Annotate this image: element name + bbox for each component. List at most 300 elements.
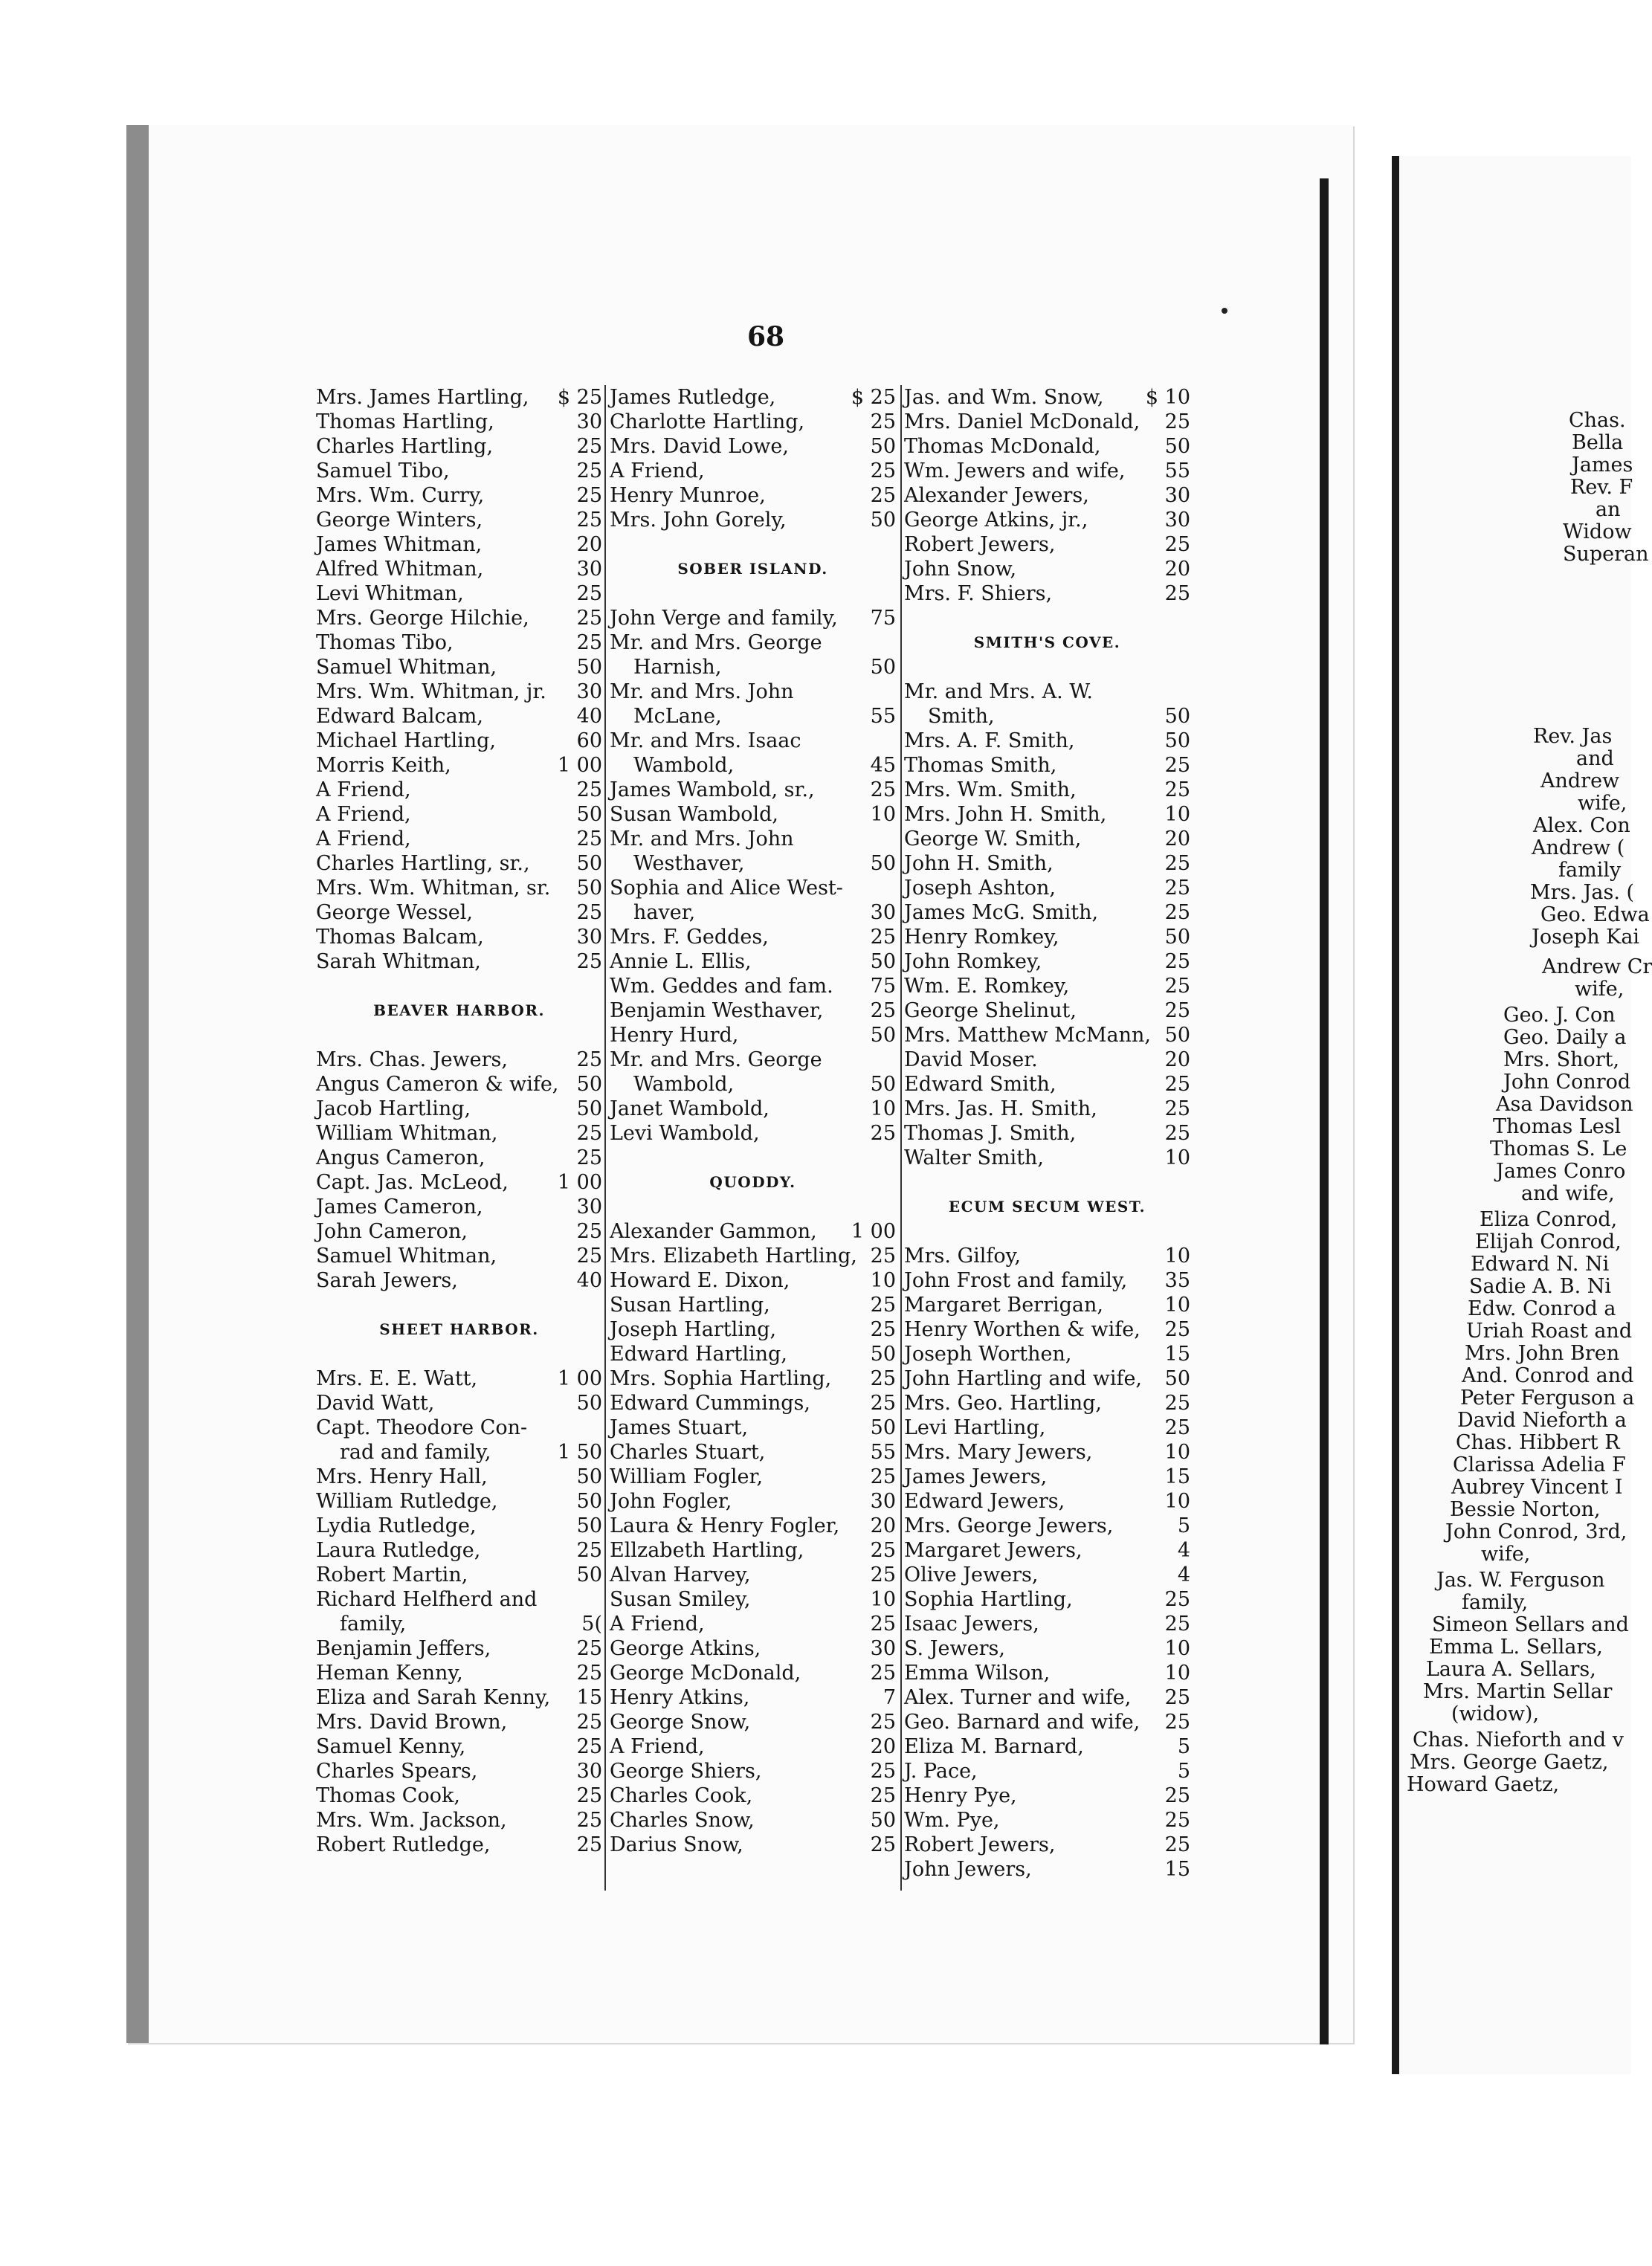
subscriber-name: John Snow, [904, 558, 1017, 581]
subscriber-entry [316, 1612, 602, 1636]
subscriber-name: John Hartling and wife, [904, 1367, 1143, 1390]
subscriber-name: Benjamin Jeffers, [316, 1637, 491, 1660]
subscriber-name: J. Pace, [904, 1760, 978, 1783]
subscriber-entry [904, 1440, 1190, 1465]
subscriber-entry [316, 1268, 602, 1293]
subscriber-entry [904, 483, 1190, 508]
donation-amount: 50 [870, 1809, 896, 1832]
subscriber-entry [904, 1710, 1190, 1734]
subscriber-name: Mrs. Sophia Hartling, [610, 1367, 832, 1390]
subscriber-entry [316, 680, 602, 704]
donation-amount: 55 [870, 705, 896, 728]
subscriber-entry [904, 1661, 1190, 1685]
donation-amount: 50 [870, 435, 896, 458]
subscriber-name: John Jewers, [904, 1858, 1032, 1881]
section-heading: SHEET HARBOR. [379, 1320, 539, 1338]
right-page-text: Joseph Kai [1532, 926, 1640, 949]
subscriber-name: Samuel Tibo, [316, 459, 450, 482]
subscriber-entry [610, 1440, 896, 1465]
subscriber-entry [610, 459, 896, 483]
subscriber-name: Mrs. Wm. Whitman, jr. [316, 680, 546, 703]
subscriber-name: Jacob Hartling, [316, 1097, 471, 1120]
subscriber-entry [904, 1023, 1190, 1048]
subscriber-name: Mrs. Wm. Jackson, [316, 1809, 507, 1832]
right-page-text: Peter Ferguson a [1460, 1387, 1635, 1410]
subscriber-name: Ellzabeth Hartling, [610, 1539, 804, 1562]
donation-amount: 25 [1164, 1686, 1190, 1709]
donation-amount: 15 [576, 1686, 602, 1709]
donation-amount: 25 [576, 435, 602, 458]
subscriber-entry [904, 729, 1190, 753]
subscriber-name: Darius Snow, [610, 1833, 743, 1856]
subscriber-entry [610, 1465, 896, 1489]
subscriber-entry [316, 778, 602, 802]
donation-amount: 25 [576, 1833, 602, 1856]
donation-amount: 50 [576, 803, 602, 826]
subscriber-name: James Jewers, [904, 1465, 1048, 1488]
subscriber-entry [904, 434, 1190, 459]
subscriber-name: Walter Smith, [904, 1146, 1045, 1169]
subscriber-entry [904, 1538, 1190, 1563]
donation-amount: 25 [1164, 950, 1190, 973]
donation-amount: 1 00 [557, 1171, 602, 1194]
subscriber-name: Charles Cook, [610, 1784, 753, 1807]
donation-amount: 40 [576, 1269, 602, 1292]
subscriber-name: Alfred Whitman, [316, 558, 484, 581]
subscriber-name: Mrs. Geo. Hartling, [904, 1392, 1102, 1415]
subscriber-name: A Friend, [316, 827, 411, 850]
subscriber-name: George Snow, [610, 1711, 751, 1734]
subscriber-entry [904, 1636, 1190, 1661]
right-page-text: Chas. Hibbert R [1456, 1431, 1620, 1454]
subscriber-entry [610, 1514, 896, 1538]
donation-amount: 25 [870, 410, 896, 433]
right-page-text: Superan [1563, 543, 1649, 566]
subscriber-name: Wambold, [633, 754, 735, 777]
donation-amount: 35 [1164, 1269, 1190, 1292]
donation-amount: 10 [870, 1269, 896, 1292]
donation-amount: 1 00 [851, 1220, 896, 1243]
subscriber-entry [610, 1710, 896, 1734]
donation-amount: 25 [1164, 582, 1190, 605]
right-page-text: wife, [1575, 978, 1624, 1001]
right-page-text: and [1576, 747, 1614, 770]
subscriber-entry [904, 1808, 1190, 1833]
subscriber-name: A Friend, [316, 803, 411, 826]
subscriber-entry [316, 949, 602, 974]
donation-amount: 25 [576, 1539, 602, 1562]
subscriber-entry [610, 1317, 896, 1342]
subscriber-entry [610, 410, 896, 434]
subscriber-name: Charles Spears, [316, 1760, 478, 1783]
subscriber-name: Alvan Harvey, [610, 1563, 751, 1586]
donation-amount: 50 [1164, 729, 1190, 752]
donation-amount: 20 [870, 1735, 896, 1758]
donation-amount: 20 [1164, 1048, 1190, 1071]
subscriber-entry [316, 1366, 602, 1391]
subscriber-name: Levi Wambold, [610, 1122, 760, 1145]
right-page-text: Thomas Lesl [1493, 1115, 1622, 1138]
subscriber-entry [316, 1587, 602, 1612]
donation-amount: 25 [1164, 1613, 1190, 1636]
subscriber-name: Westhaver, [633, 852, 745, 875]
subscriber-entry [316, 410, 602, 434]
donation-amount: 50 [576, 656, 602, 679]
subscriber-name: Heman Kenny, [316, 1662, 463, 1685]
subscriber-entry [610, 1734, 896, 1759]
subscriber-name: Mrs. Chas. Jewers, [316, 1048, 508, 1071]
subscriber-entry [610, 1097, 896, 1121]
section-heading: SOBER ISLAND. [677, 560, 828, 578]
subscriber-name: James McG. Smith, [904, 901, 1099, 924]
subscriber-name: Lydia Rutledge, [316, 1514, 477, 1537]
subscriber-entry [610, 655, 896, 680]
subscriber-name: Edward Cummings, [610, 1392, 810, 1415]
subscriber-name: Capt. Theodore Con- [316, 1416, 528, 1439]
subscriber-name: Michael Hartling, [316, 729, 497, 752]
donation-amount: 25 [1164, 877, 1190, 900]
subscriber-name: Henry Atkins, [610, 1686, 750, 1709]
donation-amount: 25 [576, 1146, 602, 1169]
subscriber-entry [316, 1072, 602, 1097]
subscriber-entry [316, 459, 602, 483]
donation-amount: 25 [1164, 754, 1190, 777]
subscriber-entry [316, 1538, 602, 1563]
donation-amount: 50 [870, 1024, 896, 1047]
donation-amount: 25 [576, 901, 602, 924]
subscriber-entry [904, 1465, 1190, 1489]
subscriber-entry [904, 1244, 1190, 1268]
subscriber-entry [610, 1219, 896, 1244]
donation-amount: 4 [1177, 1563, 1190, 1586]
donation-amount: 50 [1164, 1024, 1190, 1047]
subscriber-name: Thomas Cook, [316, 1784, 460, 1807]
subscriber-name: Thomas Balcam, [316, 926, 484, 949]
donation-amount: 25 [1164, 1588, 1190, 1611]
subscriber-entry [316, 483, 602, 508]
donation-amount: 30 [870, 901, 896, 924]
right-page-text: Emma L. Sellars, [1429, 1636, 1603, 1659]
donation-amount: 1 00 [557, 754, 602, 777]
subscriber-entry [610, 925, 896, 949]
subscriber-name: Mrs. Wm. Whitman, sr. [316, 877, 551, 900]
subscriber-name: Mrs. Jas. H. Smith, [904, 1097, 1097, 1120]
right-page-text: Simeon Sellars and [1432, 1613, 1629, 1636]
spacer [316, 1023, 602, 1048]
subscriber-name: Margaret Berrigan, [904, 1294, 1103, 1317]
donation-amount: 25 [870, 1784, 896, 1807]
subscriber-name: George McDonald, [610, 1662, 801, 1685]
right-page-text: Widow [1563, 520, 1632, 543]
subscriber-entry [904, 508, 1190, 532]
spacer [610, 581, 896, 606]
subscriber-name: family, [340, 1613, 407, 1636]
subscriber-entry [904, 1342, 1190, 1366]
page-number: 68 [747, 321, 785, 352]
subscriber-name: Mrs. Wm. Smith, [904, 778, 1077, 801]
subscriber-entry [316, 1734, 602, 1759]
spacer [904, 1170, 1190, 1195]
subscriber-name: Mrs. James Hartling, [316, 386, 529, 409]
donation-amount: 25 [1164, 1097, 1190, 1120]
subscriber-name: Angus Cameron, [316, 1146, 485, 1169]
subscriber-name: John Romkey, [904, 950, 1042, 973]
donation-amount: 25 [870, 1760, 896, 1783]
subscriber-entry [904, 1514, 1190, 1538]
subscriber-name: Henry Pye, [904, 1784, 1017, 1807]
subscriber-entry [316, 1710, 602, 1734]
subscriber-name: Sarah Whitman, [316, 950, 481, 973]
right-page-text: Mrs. Jas. ( [1530, 881, 1635, 904]
donation-amount: 1 50 [557, 1441, 602, 1464]
donation-amount: 25 [1164, 1784, 1190, 1807]
donation-amount: 25 [1164, 975, 1190, 998]
subscriber-entry [610, 753, 896, 778]
subscriber-name: Eliza and Sarah Kenny, [316, 1686, 551, 1709]
subscriber-name: Mrs. Daniel McDonald, [904, 410, 1140, 433]
subscriber-name: A Friend, [316, 778, 411, 801]
spacer [316, 1342, 602, 1366]
donation-amount: 20 [576, 533, 602, 556]
subscriber-entry [316, 1784, 602, 1808]
subscriber-name: Mrs. George Jewers, [904, 1514, 1114, 1537]
spacer [904, 606, 1190, 630]
donation-amount: 25 [870, 999, 896, 1022]
subscriber-entry [316, 925, 602, 949]
donation-amount: 50 [576, 1490, 602, 1513]
donation-amount: 25 [1164, 1318, 1190, 1341]
subscriber-entry [610, 1391, 896, 1416]
subscriber-entry [316, 1636, 602, 1661]
subscriber-name: Edward Smith, [904, 1073, 1056, 1096]
subscriber-entry [610, 385, 896, 410]
subscriber-entry [316, 704, 602, 729]
right-page-text: Geo. Daily a [1503, 1026, 1627, 1049]
subscriber-name: Margaret Jewers, [904, 1539, 1082, 1562]
subscriber-name: Robert Rutledge, [316, 1833, 491, 1856]
subscriber-entry [904, 1563, 1190, 1587]
donation-amount: 25 [576, 484, 602, 507]
subscriber-entry [316, 1465, 602, 1489]
donation-amount: 25 [870, 926, 896, 949]
right-page-text: Bella [1572, 431, 1624, 454]
subscriber-entry [904, 410, 1190, 434]
subscriber-entry [904, 974, 1190, 998]
subscriber-entry [316, 753, 602, 778]
right-page-text: Mrs. Martin Sellar [1423, 1680, 1613, 1703]
spacer [610, 532, 896, 557]
subscriber-name: Mrs. F. Geddes, [610, 926, 769, 949]
donation-amount: 25 [870, 1662, 896, 1685]
donation-amount: 25 [870, 1563, 896, 1586]
subscriber-name: Harnish, [633, 656, 722, 679]
subscriber-name: Susan Smiley, [610, 1588, 751, 1611]
subscriber-entry [316, 827, 602, 851]
section-heading: BEAVER HARBOR. [373, 1001, 545, 1019]
subscriber-name: Thomas Smith, [904, 754, 1057, 777]
donation-amount: 50 [870, 950, 896, 973]
right-page-text: and wife, [1521, 1182, 1615, 1205]
subscriber-name: John Fogler, [610, 1490, 732, 1513]
subscriber-entry [610, 949, 896, 974]
right-page-text: Geo. J. Con [1503, 1004, 1616, 1027]
subscriber-entry [610, 900, 896, 925]
subscriber-name: Mr. and Mrs. John [610, 680, 794, 703]
subscriber-entry [904, 802, 1190, 827]
subscriber-entry [904, 876, 1190, 900]
subscriber-name: Edward Balcam, [316, 705, 483, 728]
donation-amount: 25 [576, 1220, 602, 1243]
subscriber-name: Mrs. E. E. Watt, [316, 1367, 478, 1390]
right-page-text: Alex. Con [1533, 814, 1630, 837]
donation-amount: 25 [1164, 1122, 1190, 1145]
subscriber-entry [316, 1391, 602, 1416]
subscriber-name: William Fogler, [610, 1465, 764, 1488]
spacer [904, 1219, 1190, 1244]
subscriber-name: S. Jewers, [904, 1637, 1005, 1660]
subscriber-entry [316, 581, 602, 606]
subscriber-entry [610, 1636, 896, 1661]
subscriber-entry [610, 1563, 896, 1587]
subscriber-entry [904, 1366, 1190, 1391]
subscriber-name: Robert Jewers, [904, 533, 1056, 556]
donation-amount: 25 [576, 459, 602, 482]
donation-amount: 5 [1177, 1760, 1190, 1783]
subscriber-entry [904, 1587, 1190, 1612]
right-page-text: Mrs. George Gaetz, [1410, 1751, 1609, 1774]
subscriber-name: Joseph Ashton, [904, 877, 1056, 900]
right-page-text: Andrew [1540, 769, 1620, 793]
donation-amount: 50 [576, 877, 602, 900]
subscriber-entry [610, 851, 896, 876]
spacer [316, 1293, 602, 1317]
right-page-text: Jas. W. Ferguson [1436, 1569, 1605, 1592]
subscriber-entry [316, 1244, 602, 1268]
subscriber-entry [610, 1268, 896, 1293]
right-page-text: Chas. Nieforth and v [1413, 1728, 1624, 1752]
subscriber-entry [316, 1759, 602, 1784]
donation-amount: 30 [870, 1490, 896, 1513]
subscriber-entry [610, 1538, 896, 1563]
donation-amount: 30 [870, 1637, 896, 1660]
donation-amount: 25 [870, 1392, 896, 1415]
subscriber-name: William Whitman, [316, 1122, 498, 1145]
donation-amount: 25 [870, 1833, 896, 1856]
subscriber-entry [904, 827, 1190, 851]
right-page-text: Uriah Roast and [1466, 1320, 1633, 1343]
donation-amount: 50 [576, 1563, 602, 1586]
subscriber-name: Edward Jewers, [904, 1490, 1065, 1513]
donation-amount: 25 [576, 1122, 602, 1145]
subscriber-entry [904, 1833, 1190, 1857]
donation-amount: 25 [576, 1711, 602, 1734]
subscriber-entry [904, 900, 1190, 925]
right-page-text: Thomas S. Le [1490, 1137, 1627, 1161]
right-page-text: David Nieforth a [1457, 1409, 1627, 1432]
subscriber-name: Laura Rutledge, [316, 1539, 481, 1562]
subscriber-name: Samuel Whitman, [316, 1245, 497, 1268]
donation-amount: 10 [1164, 803, 1190, 826]
subscriber-entry [610, 1784, 896, 1808]
subscriber-entry [316, 1097, 602, 1121]
donation-amount: 25 [1164, 533, 1190, 556]
subscriber-entry [904, 1072, 1190, 1097]
subscriber-name: Susan Wambold, [610, 803, 778, 826]
subscriber-name: John H. Smith, [904, 852, 1054, 875]
subscriber-entry [610, 802, 896, 827]
page-edge [1320, 178, 1329, 2044]
subscriber-entry [316, 802, 602, 827]
subscriber-name: Morris Keith, [316, 754, 451, 777]
right-page-text: Andrew ( [1532, 836, 1625, 859]
subscriber-name: Joseph Worthen, [904, 1343, 1072, 1366]
donation-amount: 25 [1164, 1392, 1190, 1415]
subscriber-name: Thomas Hartling, [316, 410, 494, 433]
donation-amount: 25 [576, 1637, 602, 1660]
subscriber-name: Levi Hartling, [904, 1416, 1046, 1439]
donation-amount: 10 [1164, 1662, 1190, 1685]
subscriber-entry [316, 606, 602, 630]
right-page-text: John Conrod [1503, 1071, 1631, 1094]
right-page-text: Aubrey Vincent I [1451, 1476, 1623, 1499]
subscriber-name: Wm. Geddes and fam. [610, 975, 833, 998]
subscriber-entry [316, 729, 602, 753]
subscriber-entry [610, 1342, 896, 1366]
subscriber-entry [610, 1833, 896, 1857]
subscriber-entry [610, 876, 896, 900]
subscriber-entry [316, 1416, 602, 1440]
subscriber-name: Sarah Jewers, [316, 1269, 458, 1292]
donation-amount: $ 10 [1145, 386, 1190, 409]
subscriber-name: Charles Hartling, sr., [316, 852, 530, 875]
subscriber-name: Richard Helfherd and [316, 1588, 538, 1611]
subscriber-name: Eliza M. Barnard, [904, 1735, 1084, 1758]
subscriber-name: George Shiers, [610, 1760, 762, 1783]
donation-amount: 15 [1164, 1465, 1190, 1488]
donation-amount: 25 [576, 1662, 602, 1685]
subscriber-entry [316, 508, 602, 532]
donation-amount: 10 [870, 1097, 896, 1120]
donation-amount: 75 [870, 607, 896, 630]
subscriber-name: Susan Hartling, [610, 1294, 770, 1317]
subscriber-entry [904, 1685, 1190, 1710]
subscriber-entry [610, 434, 896, 459]
donation-amount: 5 [1177, 1735, 1190, 1758]
section-heading: ECUM SECUM WEST. [948, 1198, 1146, 1216]
subscriber-name: Janet Wambold, [610, 1097, 769, 1120]
subscriber-name: Mrs. David Lowe, [610, 435, 789, 458]
subscriber-name: Laura & Henry Fogler, [610, 1514, 840, 1537]
donation-amount: 40 [576, 705, 602, 728]
subscriber-name: Mr. and Mrs. George [610, 631, 822, 654]
subscriber-entry [904, 949, 1190, 974]
donation-amount: 45 [870, 754, 896, 777]
donation-amount: 10 [1164, 1146, 1190, 1169]
donation-amount: 10 [1164, 1245, 1190, 1268]
subscriber-entry [904, 1489, 1190, 1514]
subscriber-name: David Moser. [904, 1048, 1038, 1071]
donation-amount: 60 [576, 729, 602, 752]
donation-amount: 30 [576, 926, 602, 949]
subscriber-entry [904, 704, 1190, 729]
donation-amount: 25 [576, 1048, 602, 1071]
right-page-text: Laura A. Sellars, [1426, 1658, 1596, 1681]
section-heading: QUODDY. [709, 1173, 796, 1191]
donation-amount: 25 [576, 778, 602, 801]
subscriber-entry [316, 1661, 602, 1685]
donation-amount: 20 [1164, 827, 1190, 850]
right-page-text: (widow), [1451, 1702, 1540, 1726]
